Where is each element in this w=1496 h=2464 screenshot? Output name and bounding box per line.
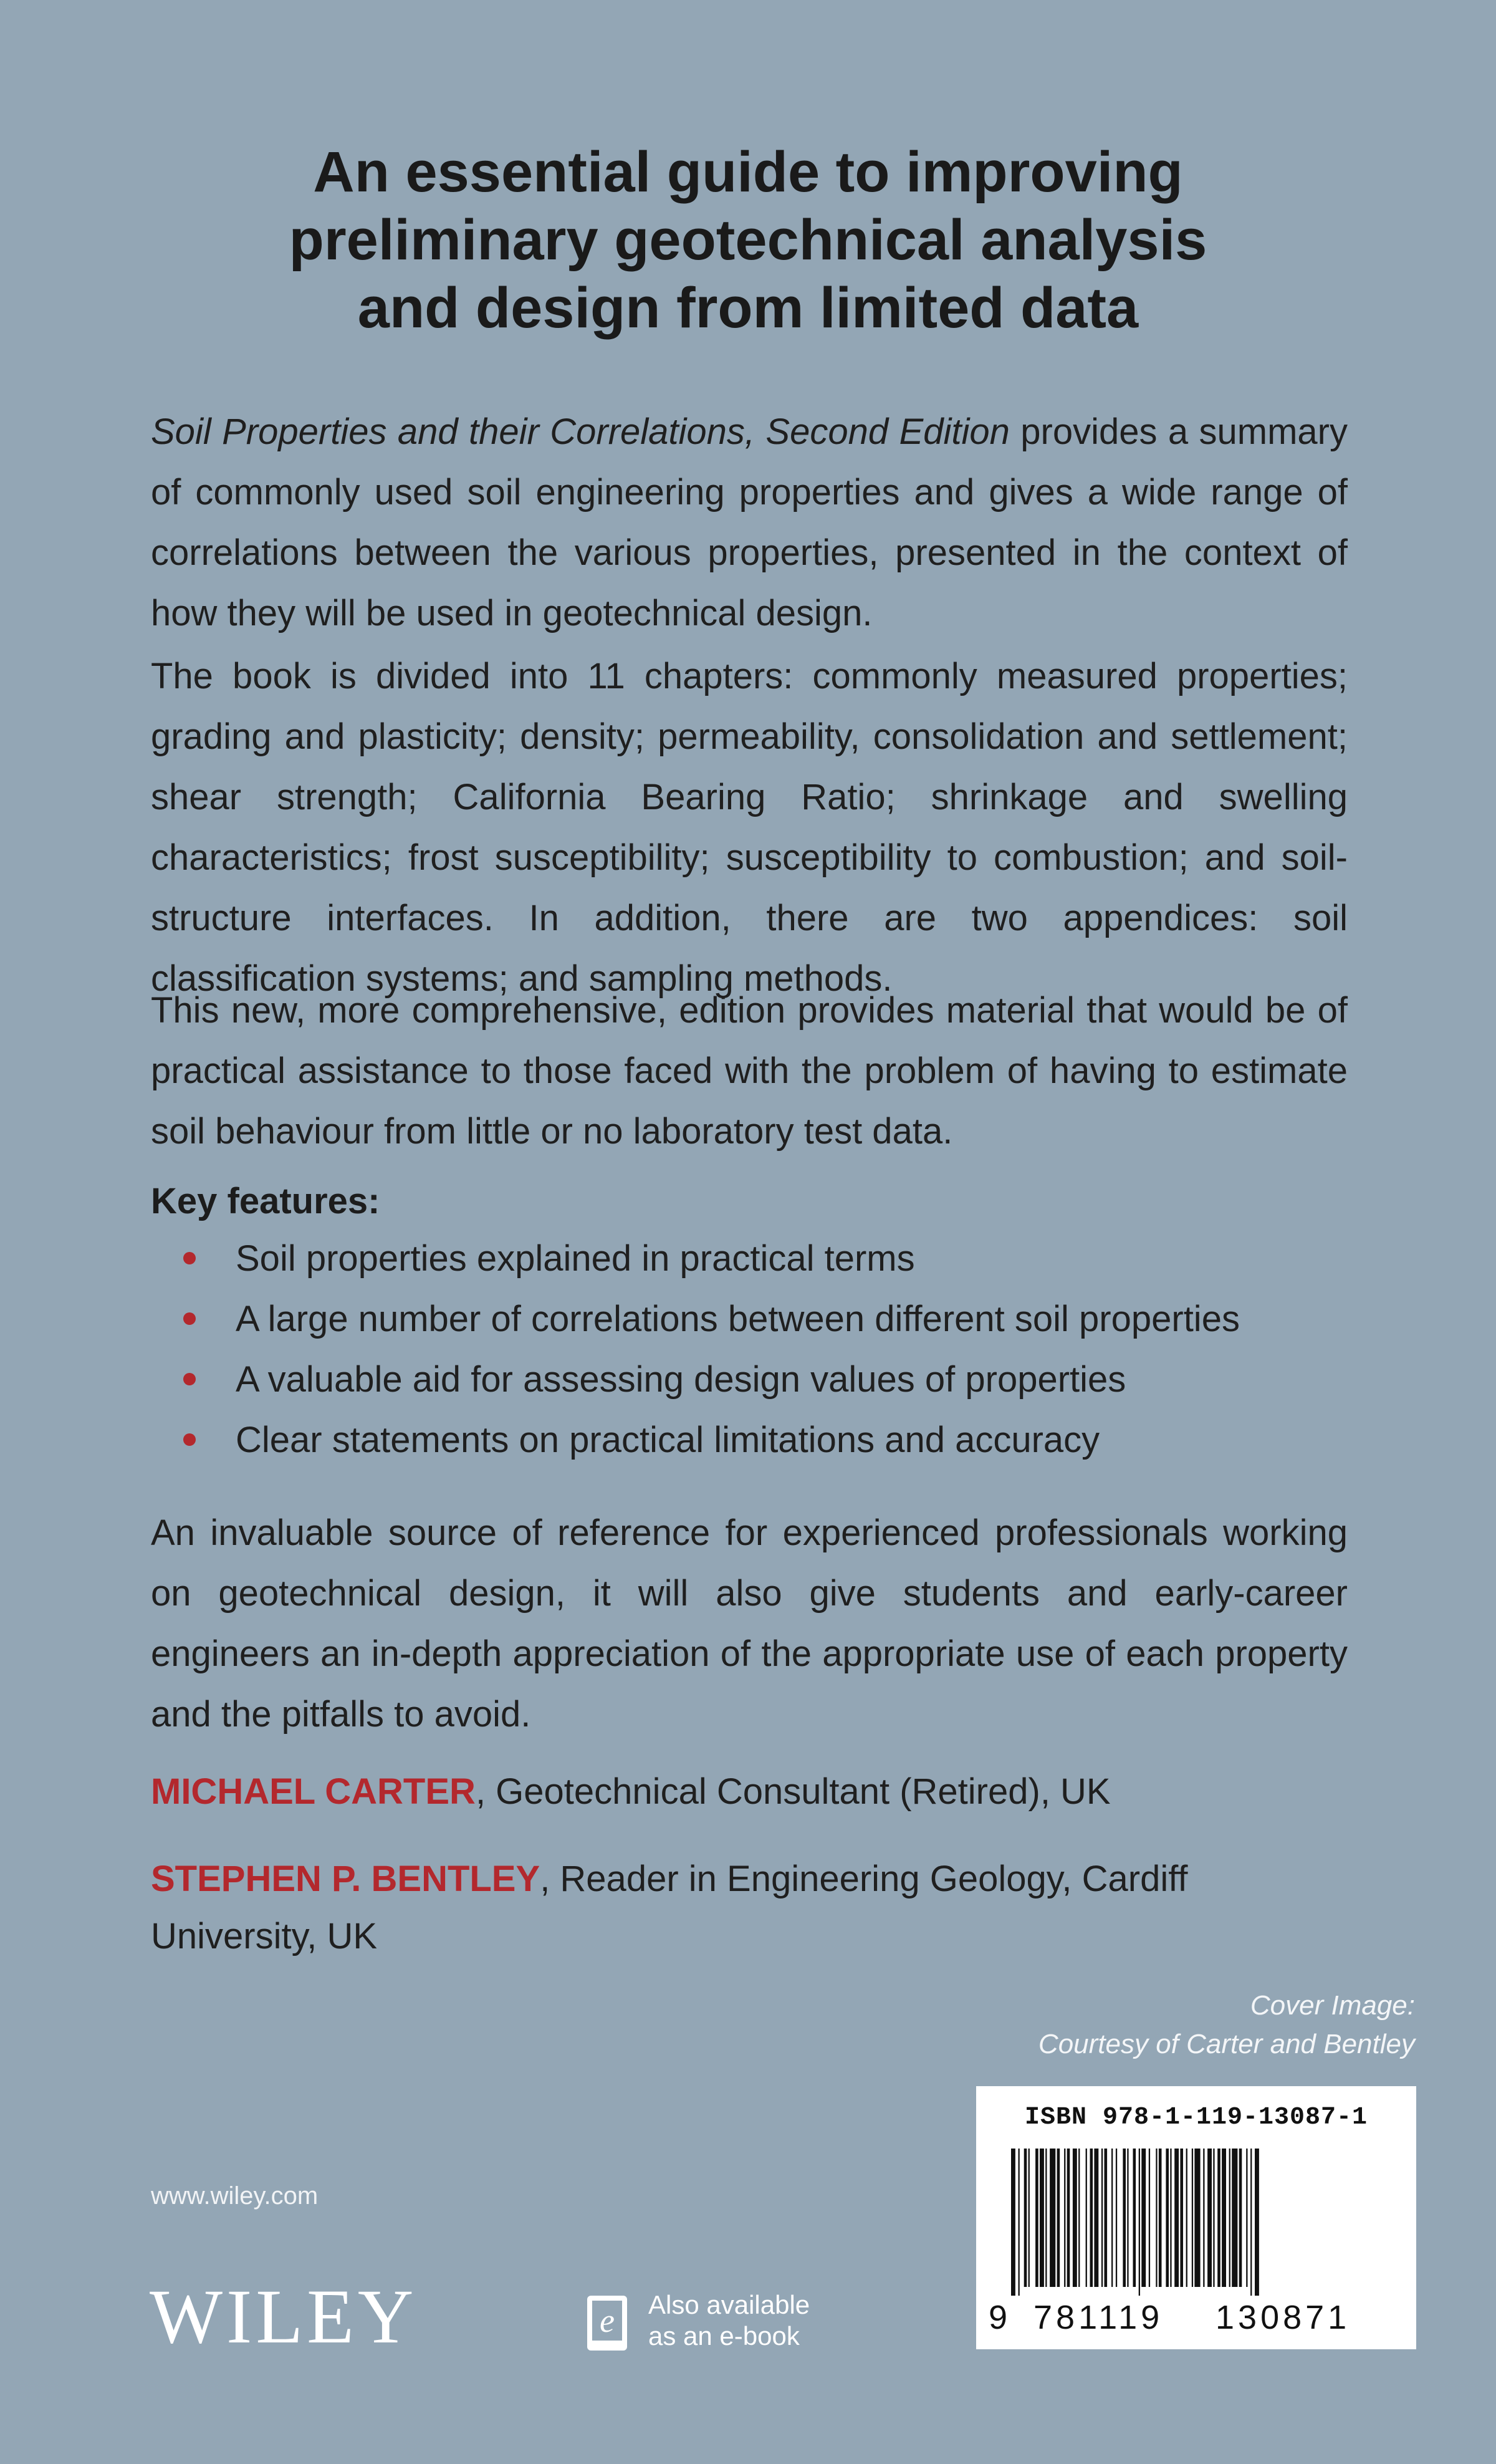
barcode-bar xyxy=(1180,2149,1183,2287)
closing-paragraph: An invaluable source of reference for experienced professionals working on geotechnical design, it will also give students and early-career engineers an in-depth appreciation of the appropriate use of each property and the pitfalls to avoid. xyxy=(151,1513,1348,1735)
feature-text: Clear statements on practical limitations and accuracy xyxy=(236,1420,1100,1460)
ebook-line-1: Also available xyxy=(648,2290,810,2319)
barcode-bar xyxy=(1057,2149,1060,2287)
barcode-bar xyxy=(1213,2149,1214,2287)
barcode-bar xyxy=(1156,2149,1157,2287)
bullet-icon xyxy=(183,1373,196,1385)
barcode-bar xyxy=(1050,2149,1055,2287)
barcode-bar xyxy=(1094,2149,1098,2287)
isbn-barcode xyxy=(976,2086,1416,2349)
feature-text: A large number of correlations between different soil properties xyxy=(236,1299,1240,1339)
headline xyxy=(150,138,1346,342)
barcode-bar xyxy=(1101,2149,1103,2287)
bullet-icon xyxy=(183,1252,196,1264)
barcode-bar xyxy=(1011,2149,1015,2296)
barcode-bar xyxy=(1250,2149,1252,2296)
ebook-notice xyxy=(648,2289,810,2352)
chapters-paragraph: The book is divided into 11 chapters: commonly measured properties; grading and plasticity; density; permeability, consolidation and settlement; shear strength; California Bearing Ratio; shrinkage and swelling characteristics; frost susceptibility; susceptibility to combustion; and soil-structure interfaces. In addition, there are two appendices: soil classification systems; and sampling methods. xyxy=(151,656,1348,999)
key-features-heading: Key features: xyxy=(151,1181,380,1221)
publisher-website: www.wiley.com xyxy=(151,2182,319,2210)
barcode-bar xyxy=(1133,2149,1136,2287)
barcode-bar xyxy=(1239,2149,1242,2287)
key-features-list xyxy=(151,1228,1348,1470)
barcode-bar xyxy=(1028,2149,1030,2287)
barcode-bar xyxy=(1229,2149,1230,2287)
barcode-bar xyxy=(1067,2149,1070,2287)
barcode-bar xyxy=(1064,2149,1065,2287)
barcode-digits-left: 781119 xyxy=(1033,2299,1164,2336)
barcode-bar xyxy=(1194,2149,1200,2287)
barcode-bar xyxy=(1186,2149,1187,2287)
list-item xyxy=(151,1228,1348,1289)
barcode-bar xyxy=(1045,2149,1047,2287)
barcode-bar xyxy=(1159,2149,1162,2287)
barcode-bar xyxy=(1192,2149,1193,2287)
barcode-bar xyxy=(1090,2149,1093,2287)
book-title: Soil Properties and their Correlations, Second Edition xyxy=(151,411,1010,452)
barcode-bar xyxy=(1035,2149,1038,2287)
new-edition-paragraph: This new, more comprehensive, edition provides material that would be of practical assistance to those faced with the problem of having to estimate soil behaviour from little or no laboratory test data. xyxy=(151,990,1348,1152)
intro-paragraph xyxy=(151,402,1348,643)
cover-credit-line-2: Courtesy of Carter and Bentley xyxy=(1038,2029,1415,2059)
barcode-bar xyxy=(1086,2149,1087,2287)
barcode-bar xyxy=(1170,2149,1171,2287)
barcode-bar xyxy=(1111,2149,1113,2287)
ebook-line-2: as an e-book xyxy=(648,2321,800,2351)
svg-text:e: e xyxy=(600,2302,615,2339)
barcode-bar xyxy=(1232,2149,1237,2287)
barcode-bar xyxy=(1203,2149,1204,2287)
author-stephen-bentley xyxy=(151,1850,1348,1965)
barcode-digit-first: 9 xyxy=(989,2299,1008,2336)
headline-line-3: and design from limited data xyxy=(357,276,1139,340)
bullet-icon xyxy=(183,1433,196,1446)
barcode-bars xyxy=(1011,2149,1381,2296)
barcode-bar xyxy=(1123,2149,1126,2287)
author-affiliation: , Geotechnical Consultant (Retired), UK xyxy=(475,1771,1111,1812)
intro-text: provides a summary of commonly used soil engineering properties and gives a wide range of correlations between the various properties, presented in the context of how they will be used in geotechnical design. xyxy=(151,411,1348,633)
barcode-bar xyxy=(1116,2149,1117,2287)
barcode-bar xyxy=(1207,2149,1212,2287)
barcode-bar xyxy=(1105,2149,1108,2287)
barcode-bar xyxy=(1166,2149,1169,2287)
cover-image-credit xyxy=(854,1986,1415,2064)
isbn-label: ISBN 978-1-119-13087-1 xyxy=(1024,2104,1368,2132)
barcode-bar xyxy=(1078,2149,1080,2287)
author-affiliation: , Reader in Engineering Geology, Cardiff University, UK xyxy=(151,1859,1188,1956)
cover-credit-line-1: Cover Image: xyxy=(1250,1990,1415,2021)
barcode-bar xyxy=(1246,2149,1247,2287)
author-name: STEPHEN P. BENTLEY xyxy=(151,1859,540,1899)
ebook-icon xyxy=(586,2294,628,2352)
barcode-bar xyxy=(1174,2149,1179,2287)
barcode-bar xyxy=(1217,2149,1220,2287)
barcode-digits-right: 130871 xyxy=(1216,2299,1351,2336)
barcode-bar xyxy=(1073,2149,1077,2287)
list-item xyxy=(151,1410,1348,1470)
author-michael-carter xyxy=(151,1763,1348,1821)
barcode-bar xyxy=(1141,2149,1146,2287)
bullet-icon xyxy=(183,1312,196,1325)
headline-line-2: preliminary geotechnical analysis xyxy=(289,208,1207,272)
barcode-bar xyxy=(1040,2149,1044,2287)
barcode-bar xyxy=(1139,2149,1140,2296)
barcode-bar xyxy=(1149,2149,1150,2287)
list-item xyxy=(151,1349,1348,1410)
barcode-bar xyxy=(1222,2149,1226,2287)
barcode-bar xyxy=(1024,2149,1027,2287)
barcode-bar xyxy=(1127,2149,1128,2287)
barcode-bar xyxy=(1019,2149,1020,2296)
author-name: MICHAEL CARTER xyxy=(151,1771,476,1812)
headline-line-1: An essential guide to improving xyxy=(313,140,1183,204)
feature-text: Soil properties explained in practical terms xyxy=(236,1238,915,1279)
barcode-bar xyxy=(1255,2149,1259,2296)
wiley-logo: WILEY xyxy=(150,2274,418,2359)
feature-text: A valuable aid for assessing design values of properties xyxy=(236,1359,1126,1400)
list-item xyxy=(151,1289,1348,1349)
